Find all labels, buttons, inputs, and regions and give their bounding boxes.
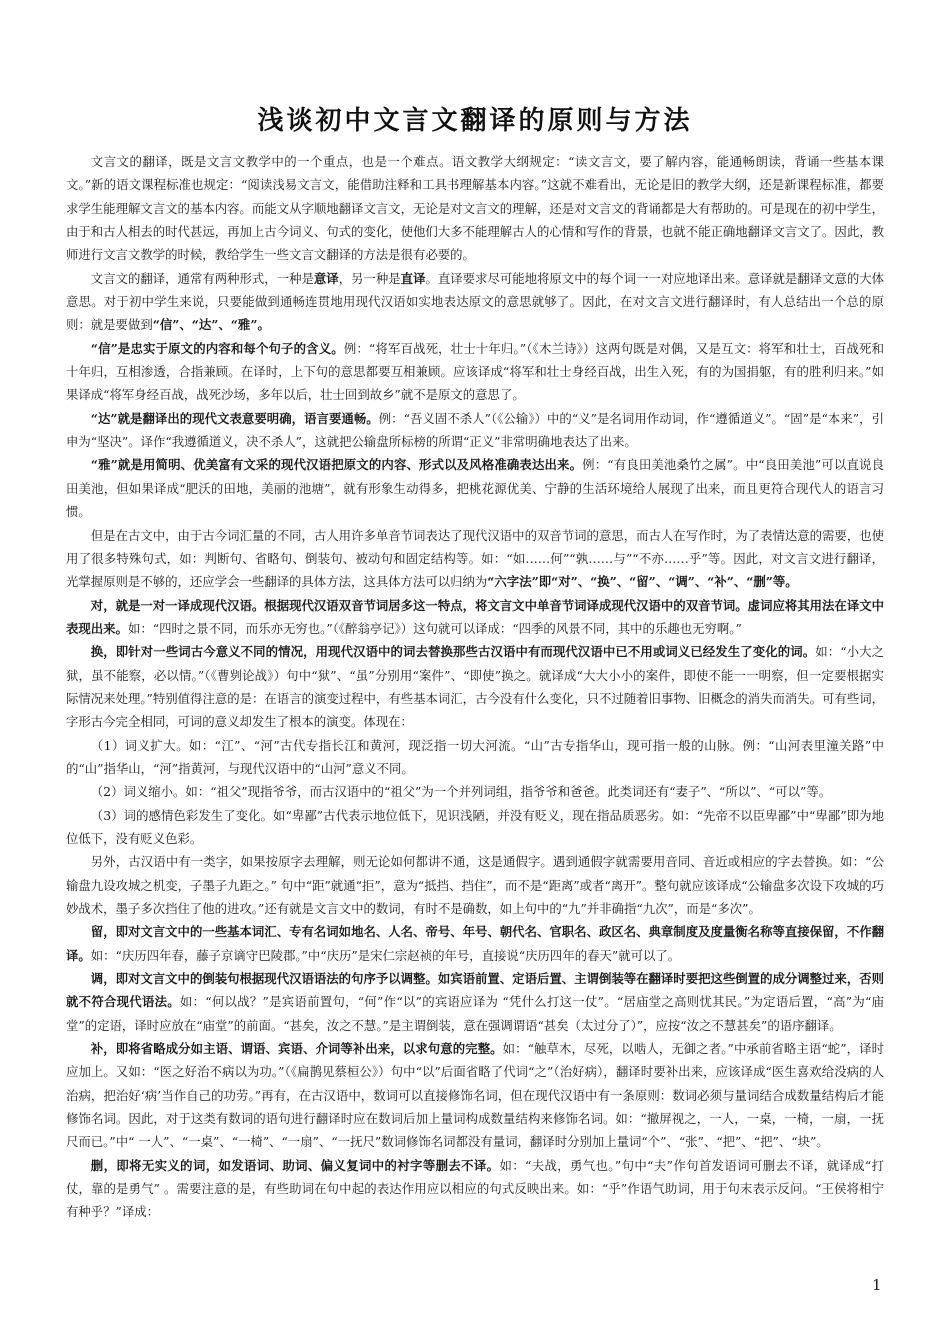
document-page [66, 104, 884, 1224]
paragraph [66, 804, 884, 851]
bold-text: 留，即对文言文中的一些基本词汇、专有名词如地名、人名、帝号、年号、朝代名、官职名、政区名、典章制度及度量衡名称等直接保留，不作翻译。 [66, 924, 884, 963]
paragraph [66, 850, 884, 920]
paragraph-text: 例：“将军百战死，壮士十年归。”（《木兰诗》）这两句既是对偶，又是互文：将军和壮士，百战死和十年归，互相渗透，合指兼顾。在译时，上下句的意思都要互相兼顾。应该译成“将军和壮士身经百战，出生入死，有的为国捐躯，有的胜利归来。”如果译成“将军身经百战，战死沙场，多年以后，壮士回到故乡”就不是原文的意思了。 [66, 340, 884, 403]
paragraph-text: 如：“小大之狱，虽不能察，必以情。”（《曹刿论战》）句中“狱”、“虽”分别用“案件”、“即使”换之。就译成“大大小小的案件，即使不能一一明察，但一定要根据实际情况来处理。”特别值得注意的是：在语言的演变过程中，有些基本词汇，古今没有什么变化，只不过随着旧事物、旧概念的消失而消失。可有些词，字形古今完全相同，可词的意义却发生了根本的演变。体现在： [66, 644, 885, 730]
bold-text: 意译 [313, 270, 339, 286]
paragraph-text: 如：“触草木，尽死，以啮人，无御之者。”中承前省略主语“蛇”，译时应加上。又如：“医之好治不病以为功。”（《扁鹊见蔡桓公》）句中“以”后面省略了代词“之”（治好病），翻译时要补出来，应该译成“医生喜欢给没病的人治病，把治好‘病’当作自己的功劳。”再有，在古汉语中，数词可以直接修饰名词，但在现代汉语中有一条原则：数词必须与量词结合成数量结构后才能修饰名词。因此，对于这类有数词的语句进行翻译时应在数词后加上量词构成数量结构来修饰名词。如：“撤屏视之，一人，一桌，一椅，一扇，一抚尺而已。”中“ 一人”、“一桌”、“一椅”、“一扇”、“一抚尺”数词修饰名词都没有量词，翻译时分别加上量词“个”、“张”、“把”、“把”、“块”。 [66, 1041, 884, 1150]
bold-text: “雅”就是用简明、优美富有文采的现代汉语把原文的内容、形式以及风格准确表达出来。 [90, 457, 583, 473]
paragraph-text: 。直译要求尽可能地将原文中的每个词一一对应地译出来。意译就是翻译文意的大体意思。对于初中学生来说，只要能做到通畅连贯地用现代汉语如实地表达原文的意思就够了。因此，在对文言文进行翻译时，有人总结出一个总的原则：就是要做到 [66, 270, 885, 333]
paragraph-text: 另外，古汉语中有一类字，如果按原字去理解，则无论如何都讲不通，这是通假字。遇到通假字就需要用音同、音近或相应的字去替换。如：“公输盘九设攻城之机变，子墨子九距之。” 句中“距”就通“拒”，意为“抵挡、挡住”，而不是“距离”或者“离开”。整句就应该译成“公输盘多次设下攻城的巧妙战术，墨子多次挡住了他的进攻。”还有就是文言文中的数词，有时不是确数，如上句中的“九”并非确指“九次”，而是“多次”。 [66, 854, 884, 916]
paragraph-text: 例：“吾义固不杀人”（《公输》）中的“义”是名词用作动词，作“遵循道义”。“固”是“本来”，引申为“坚决”。译作“我遵循道义，决不杀人”，这就把公输盘所标榜的所谓“正义”非常明确地表达了出来。 [66, 410, 884, 450]
paragraph-text: 如：“四时之景不同，而乐亦无穷也。”（《醉翁亭记》）这句就可以译成：“四季的风景不同，其中的乐趣也无穷啊。” [127, 620, 742, 636]
bold-text: 直译 [400, 270, 426, 286]
bold-text: 调，即对文言文中的倒装句根据现代汉语语法的句序予以调整。如宾语前置、定语后置、主谓倒装等在翻译时要把这些倒置的成分调整过来，否则就不符合现代语法。 [66, 971, 884, 1010]
paragraph [66, 337, 884, 407]
bold-text: 换，即针对一些词古今意义不同的情况，用现代汉语中的词去替换那些古汉语中有而现代汉语中已不用或词义已经发生了变化的词。 [90, 644, 816, 660]
paragraph [66, 594, 884, 641]
paragraph-text: 如：“何以战？”是宾语前置句，“何”作“以”的宾语应译为 “凭什么打这一仗”。“居庙堂之高则忧其民。”为定语后置，“高”为“庙堂”的定语，译时应放在“庙堂”的前面。“甚矣，汝之不慧。”是主谓倒装，意在强调谓语“甚矣（太过分了）”，应按“汝之不慧甚矣”的语序翻译。 [66, 994, 885, 1033]
page-title: 浅谈初中文言文翻译的原则与方法 [257, 106, 693, 136]
paragraph [66, 734, 884, 781]
bold-text: “六字法”即“对”、“换”、“留”、“调”、“补”、“删”等。 [487, 574, 798, 590]
paragraph-text: 文言文的翻译，既是文言文教学中的一个重点，也是一个难点。语文教学大纲规定：“读文言文，要了解内容，能通畅朗读，背诵一些基本课文。”新的语文课程标准也规定：“阅读浅易文言文，能借助注释和工具书理解基本内容。”这就不难看出，无论是旧的教学大纲，还是新课程标准，都要求学生能理解文言文的基本内容。而能文从字顺地翻译文言文，无论是对文言文的理解，还是对文言文的背诵都是大有帮助的。可是现在的初中学生，由于和古人相去的时代甚远，再加上古今词义、句式的变化，使他们大多不能理解古人的心情和写作的背景，也就不能正确地翻译文言文了。因此，教师进行文言文教学的时候，教给学生一些文言文翻译的方法是很有必要的。 [66, 154, 884, 263]
paragraph-text: 但是在古文中，由于古今词汇量的不同，古人用许多单音节词表达了现代汉语中的双音节词的意思，而古人在写作时，为了表情达意的需要，也使用了很多特殊句式，如：判断句、省略句、倒装句、被动句和固定结构等。如：“如……何”“孰……与”“不亦……乎”等。因此，对文言文进行翻译，光掌握原则是不够的，还应学会一些翻译的具体方法，这具体方法可以归纳为 [66, 527, 884, 590]
paragraph [66, 967, 884, 1037]
paragraph-text: 例：“有良田美池桑竹之属”。中“良田美池”可以直说良田美池，但如果译成“肥沃的田地，美丽的池塘”，就有形象生动得多，把桃花源优美、宁静的生活环境给人展现了出来，而且更符合现代人的语言习惯。 [66, 457, 884, 520]
bold-text: 补，即将省略成分如主语、谓语、宾语、介词等补出来，以求句意的完整。 [90, 1041, 503, 1057]
paragraph-text: 如：“夫战，勇气也。”句中“夫”作句首发语词可删去不译，就译成“打仗，靠的是勇气” 。需要注意的是，有些助词在句中起的表达作用应以相应的句式反映出来。如：“乎”作语气助词，用于句末表示反问。“王侯将相宁有种乎？”译成： [66, 1157, 884, 1220]
bold-text: 对，就是一对一译成现代汉语。根据现代汉语双音节词居多这一特点，将文言文中单音节词译成现代汉语中的双音节词。虚词应将其用法在译文中表现出来。 [66, 597, 884, 636]
paragraph-text: ，另一种是 [338, 270, 401, 286]
page-number: 1 [872, 1276, 882, 1294]
paragraph [66, 640, 884, 733]
article-body [66, 150, 884, 1224]
paragraph-text: （2）词义缩小。如：“祖父”现指爷爷，而古汉语中的“祖父”为一个并列词组，指爷爷和爸爸。此类词还有“妻子”、“所以”、“可以”等。 [90, 784, 832, 800]
paragraph [66, 524, 884, 594]
paragraph [66, 150, 884, 267]
paragraph [66, 1154, 884, 1224]
paragraph [66, 453, 884, 523]
paragraph-text: （1）词义扩大。如：“江”、“河”古代专指长江和黄河，现泛指一切大河流。“山”古专指华山，现可指一般的山脉。例：“山河表里潼关路”中的“山”指华山，“河”指黄河，与现代汉语中的“山河”意义不同。 [66, 737, 884, 776]
paragraph-text: 如：“庆历四年春，藤子京谪守巴陵郡。”中“庆历”是宋仁宗赵祯的年号，直接说“庆历四年的春天”就可以了。 [90, 947, 681, 963]
bold-text: “信”、“达”、“雅”。 [152, 317, 270, 333]
bold-text: 删，即将无实义的词，如发语词、助词、偏义复词中的衬字等删去不译。 [90, 1157, 500, 1173]
paragraph [66, 920, 884, 967]
paragraph [66, 407, 884, 454]
bold-text: “信”是忠实于原文的内容和每个句子的含义。 [90, 340, 344, 356]
paragraph [66, 267, 884, 337]
paragraph [66, 780, 884, 803]
paragraph [66, 1037, 884, 1154]
paragraph-text: （3）词的感情色彩发生了变化。如“卑鄙”古代表示地位低下，见识浅陋，并没有贬义，现在指品质恶劣。如：“先帝不以臣卑鄙”中“卑鄙”即为地位低下，没有贬义色彩。 [66, 807, 884, 846]
paragraph-text: 文言文的翻译，通常有两种形式，一种是 [90, 270, 314, 286]
bold-text: “达”就是翻译出的现代文表意要明确，语言要通畅。 [90, 410, 379, 426]
